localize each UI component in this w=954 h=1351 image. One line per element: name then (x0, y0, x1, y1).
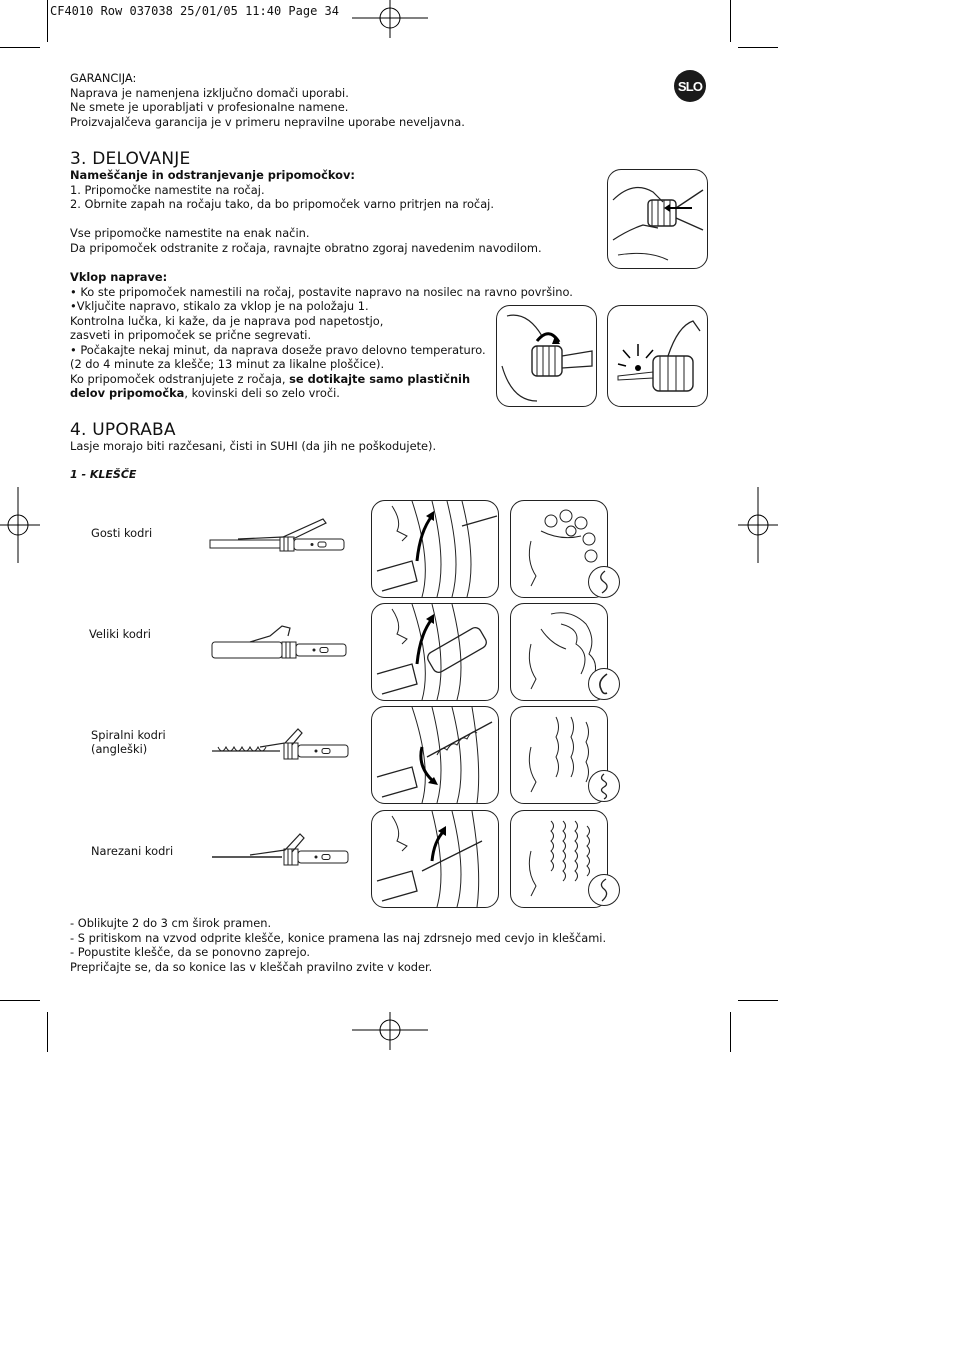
curl-sample-badge (588, 770, 620, 802)
registration-mark-left (0, 487, 40, 563)
tight-curls-technique-illustration (371, 500, 499, 598)
crop-mark (730, 0, 731, 42)
usage-steps (70, 916, 606, 974)
big-curls-technique-illustration (371, 603, 499, 701)
crop-mark (0, 47, 40, 48)
crop-mark (738, 1000, 778, 1001)
curl-label-line: (angleški) (91, 742, 148, 756)
remove-text: Ko pripomoček odstranjujete z ročaja, (70, 371, 290, 386)
power-line: • Ko ste pripomoček namestili na ročaj, postavite napravo na nosilec na ravno površino. (70, 284, 573, 299)
power-line: Kontrolna lučka, ki kaže, da je naprava pod napetostjo, (70, 313, 384, 328)
remove-text: , kovinski deli so zelo vroči. (184, 386, 340, 400)
curl-sample-badge (588, 668, 620, 700)
power-title: Vklop naprave: (70, 270, 168, 284)
attach-line: 1. Pripomočke namestite na ročaj. (70, 182, 265, 197)
warranty-line: Ne smete je uporabljati v profesionalne namene. (70, 100, 349, 114)
attach-accessory-illustration (607, 169, 708, 269)
crop-mark (47, 1012, 48, 1052)
spiral-curls-technique-illustration (371, 706, 499, 804)
section-heading-delovanje: 3. DELOVANJE (70, 149, 191, 169)
usage-step: Prepričajte se, da so konice las v kleščah pravilno zvite v koder. (70, 959, 433, 974)
warranty-title: GARANCIJA: (70, 71, 137, 85)
curl-label: Narezani kodri (91, 844, 174, 858)
warranty-line: Proizvajalčeva garancija je v primeru nepravilne uporabe neveljavna. (70, 114, 465, 129)
attach-line: Da pripomoček odstranite z ročaja, ravnajte obratno zgoraj navedenim navodilom. (70, 240, 542, 255)
registration-mark-top (352, 0, 428, 40)
section-heading-uporaba: 4. UPORABA (70, 420, 176, 440)
remove-bold: delov pripomočka (70, 386, 185, 400)
attach-line: Vse pripomočke namestite na enak način. (70, 226, 310, 240)
crop-mark (738, 47, 778, 48)
crop-mark (730, 1012, 731, 1052)
power-line: (2 do 4 minute za klešče; 13 minut za likalne ploščice). (70, 357, 385, 371)
print-header: CF4010 Row 037038 25/01/05 11:40 Page 34 (50, 4, 339, 18)
usage-step: - Oblikujte 2 do 3 cm širok pramen. (70, 916, 272, 930)
crop-mark (47, 0, 48, 42)
attach-line (70, 212, 542, 227)
power-line: • Počakajte nekaj minut, da naprava doseže pravo delovno temperaturo. (70, 342, 486, 357)
curl-label-line: Spiralni kodri (91, 728, 166, 742)
attach-title: Nameščanje in odstranjevanje pripomočkov: (70, 168, 355, 182)
usage-step: - Popustite klešče, da se ponovno zaprejo. (70, 945, 311, 959)
usage-intro: Lasje morajo biti razčesani, čisti in SUHI (da jih ne poškodujete). (70, 439, 437, 453)
power-line: •Vključite napravo, stikalo za vklop je na položaju 1. (70, 299, 369, 313)
attach-block (70, 168, 542, 255)
crimped-curls-technique-illustration (371, 810, 499, 908)
curl-sample-badge (588, 566, 620, 598)
tong-attachment-icon (208, 515, 348, 560)
warranty-line: Naprava je namenjena izključno domači uporabi. (70, 85, 349, 100)
curl-label (91, 728, 166, 756)
power-line: zasveti in pripomoček se prične segrevati. (70, 328, 312, 342)
attach-line: 2. Obrnite zapah na ročaju tako, da bo pripomoček varno pritrjen na ročaj. (70, 197, 494, 211)
usage-step: - S pritiskom na vzvod odprite klešče, konice pramena las naj zdrsnejo med cevjo in kleščami. (70, 930, 607, 945)
curl-sample-badge (588, 874, 620, 906)
tong-attachment-icon (210, 830, 352, 870)
registration-mark-bottom (352, 1012, 428, 1052)
tongs-subheading: 1 - KLEŠČE (70, 468, 137, 481)
indicator-light-illustration (607, 305, 708, 407)
curl-label: Veliki kodri (89, 627, 151, 641)
warranty-block (70, 71, 465, 129)
curl-label: Gosti kodri (91, 526, 153, 540)
lock-accessory-illustration (496, 305, 597, 407)
language-badge: SLO (674, 70, 706, 102)
registration-mark-right (738, 487, 778, 563)
crop-mark (0, 1000, 40, 1001)
tong-attachment-icon (210, 725, 352, 765)
remove-bold: se dotikajte samo plastičnih (289, 371, 471, 386)
tong-attachment-icon (210, 622, 350, 664)
